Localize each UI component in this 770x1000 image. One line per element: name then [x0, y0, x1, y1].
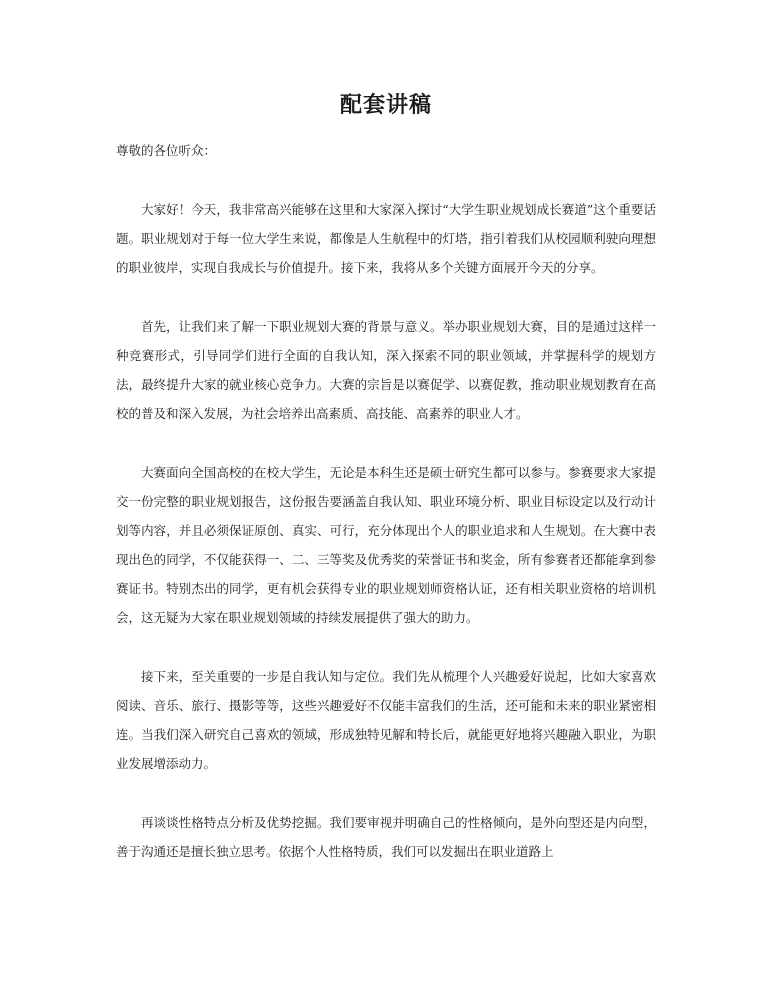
paragraph-personality: 再谈谈性格特点分析及优势挖掘。我们要审视并明确自己的性格倾向，是外向型还是内向型，善于沟通还是擅长独立思考。依据个人性格特质，我们可以发掘出在职业道路上 [116, 815, 656, 859]
document-title: 配套讲稿 [339, 92, 432, 118]
paragraph-gap [116, 282, 656, 312]
paragraph-self-awareness: 接下来，至关重要的一步是自我认知与定位。我们先从梳理个人兴趣爱好说起，比如大家喜欢阅读、音乐、旅行、摄影等等，这些兴趣爱好不仅能丰富我们的生活，还可能和未来的职业紧密相连。当我们深入研究自己喜欢的领域，形成独特见解和特长后，就能更好地将兴趣融入职业，为职业发展增添动力。 [116, 669, 656, 771]
paragraph-gap [116, 165, 656, 195]
paragraph-gap [116, 778, 656, 808]
paragraph-participants: 大赛面向全国高校的在校大学生，无论是本科生还是硕士研究生都可以参与。参赛要求大家提交一份完整的职业规划报告，这份报告要涵盖自我认知、职业环境分析、职业目标设定以及行动计划等内容，并且必须保证原创、真实、可行，充分体现出个人的职业追求和人生规划。在大赛中表现出色的同学，不仅能获得一、二、三等奖及优秀奖的荣誉证书和奖金，所有参赛者还都能拿到参赛证书。特别杰出的同学，更有机会获得专业的职业规划师资格认证，还有相关职业资格的培训机会，这无疑为大家在职业规划领域的持续发展提供了强大的助力。 [116, 465, 656, 625]
paragraph-gap [116, 632, 656, 662]
document-page [116, 88, 656, 866]
paragraph-intro: 大家好！今天，我非常高兴能够在这里和大家深入探讨“大学生职业规划成长赛道”这个重要话题。职业规划对于每一位大学生来说，都像是人生航程中的灯塔，指引着我们从校园顺利驶向理想的职业彼岸，实现自我成长与价值提升。接下来，我将从多个关键方面展开今天的分享。 [116, 202, 656, 275]
paragraph-background: 首先，让我们来了解一下职业规划大赛的背景与意义。举办职业规划大赛，目的是通过这样一种竞赛形式，引导同学们进行全面的自我认知，深入探索不同的职业领域，并掌握科学的规划方法，最终提升大家的就业核心竞争力。大赛的宗旨是以赛促学、以赛促教，推动职业规划教育在高校的普及和深入发展，为社会培养出高素质、高技能、高素养的职业人才。 [116, 319, 656, 421]
greeting-line: 尊敬的各位听众： [116, 143, 217, 158]
paragraph-gap [116, 428, 656, 458]
